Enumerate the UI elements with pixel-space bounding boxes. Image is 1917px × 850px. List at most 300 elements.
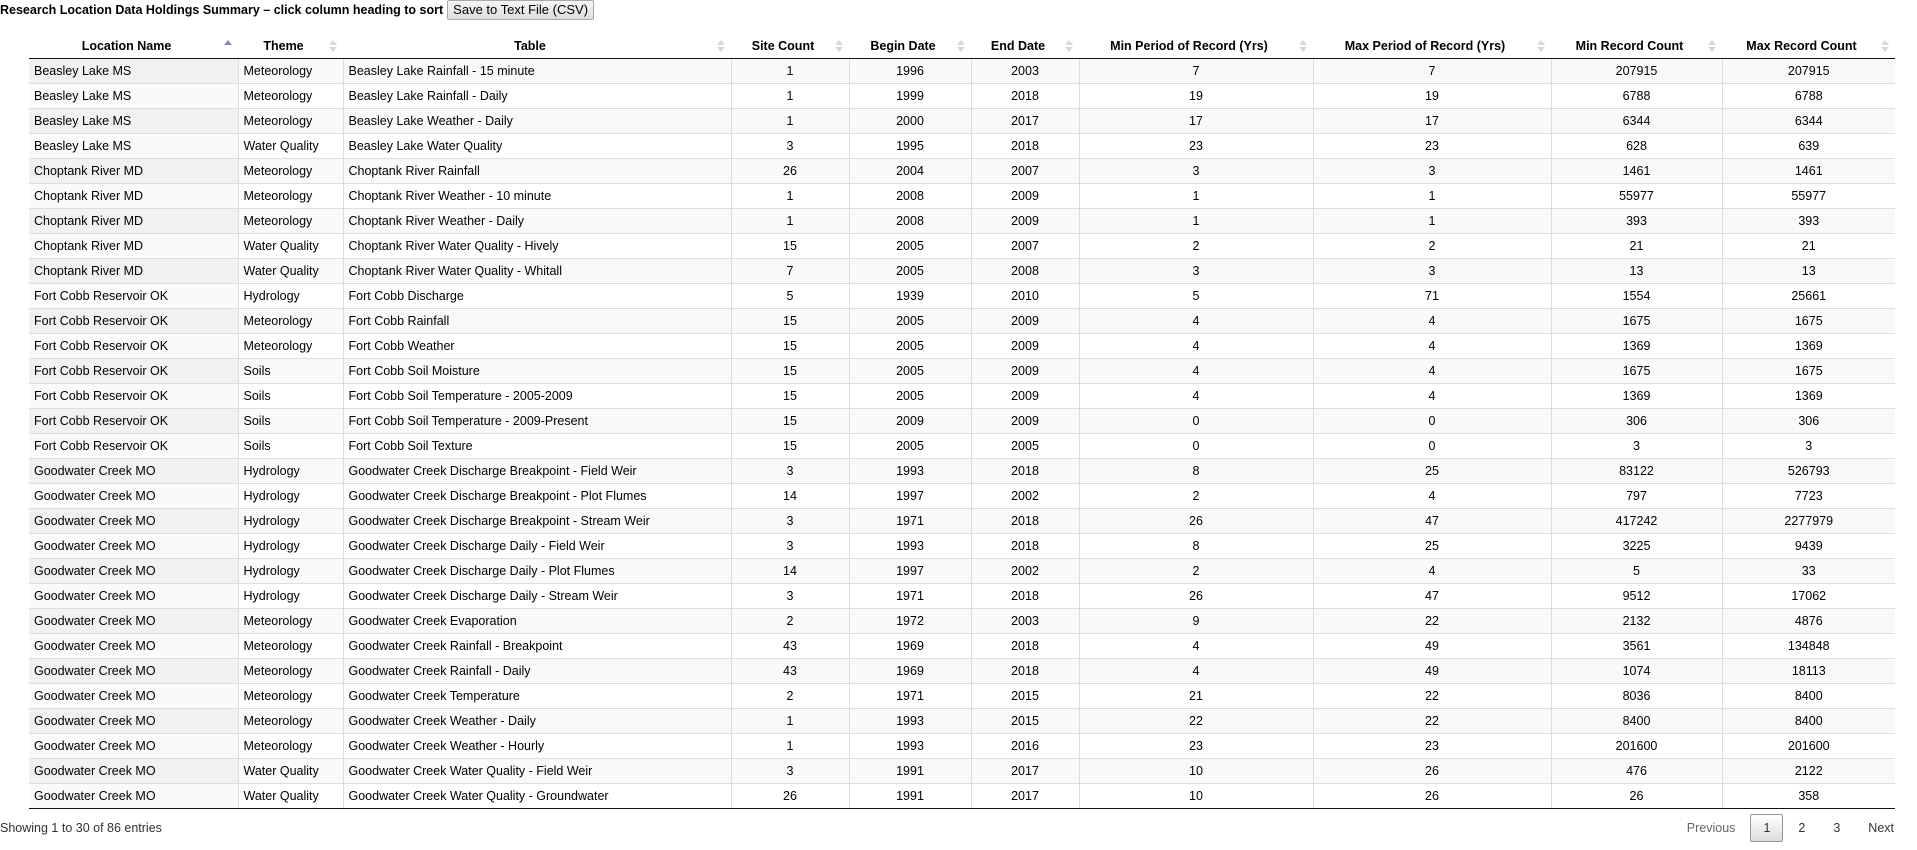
cell-location-name: Choptank River MD (29, 184, 238, 209)
cell-begin-date: 1993 (849, 459, 971, 484)
table-row (29, 509, 1895, 534)
cell-location-name: Fort Cobb Reservoir OK (29, 384, 238, 409)
table-body (29, 59, 1895, 809)
cell-max-period: 49 (1313, 659, 1551, 684)
cell-min-period: 4 (1079, 309, 1313, 334)
cell-begin-date: 1993 (849, 534, 971, 559)
cell-max-period: 3 (1313, 259, 1551, 284)
cell-max-period: 2 (1313, 234, 1551, 259)
cell-max-period: 4 (1313, 559, 1551, 584)
cell-site-count: 2 (731, 609, 849, 634)
cell-site-count: 1 (731, 109, 849, 134)
cell-theme: Soils (238, 359, 343, 384)
cell-begin-date: 1969 (849, 659, 971, 684)
table-row (29, 84, 1895, 109)
cell-min-period: 0 (1079, 434, 1313, 459)
cell-min-period: 2 (1079, 559, 1313, 584)
cell-max-record-count: 6344 (1722, 109, 1895, 134)
cell-theme: Hydrology (238, 559, 343, 584)
cell-min-record-count: 83122 (1551, 459, 1722, 484)
cell-min-period: 4 (1079, 634, 1313, 659)
cell-location-name: Goodwater Creek MO (29, 609, 238, 634)
cell-theme: Water Quality (238, 759, 343, 784)
cell-table: Goodwater Creek Weather - Daily (343, 709, 731, 734)
table-row (29, 534, 1895, 559)
cell-table: Fort Cobb Weather (343, 334, 731, 359)
cell-site-count: 15 (731, 359, 849, 384)
cell-table: Choptank River Rainfall (343, 159, 731, 184)
cell-max-record-count: 18113 (1722, 659, 1895, 684)
table-row (29, 184, 1895, 209)
cell-site-count: 7 (731, 259, 849, 284)
table-row (29, 109, 1895, 134)
cell-min-record-count: 1554 (1551, 284, 1722, 309)
table-row (29, 584, 1895, 609)
cell-max-period: 4 (1313, 309, 1551, 334)
cell-theme: Water Quality (238, 259, 343, 284)
cell-theme: Meteorology (238, 159, 343, 184)
cell-min-period: 26 (1079, 509, 1313, 534)
cell-min-record-count: 306 (1551, 409, 1722, 434)
cell-theme: Soils (238, 434, 343, 459)
cell-max-period: 71 (1313, 284, 1551, 309)
cell-end-date: 2007 (971, 234, 1079, 259)
cell-location-name: Goodwater Creek MO (29, 784, 238, 809)
table-row (29, 709, 1895, 734)
cell-max-record-count: 1461 (1722, 159, 1895, 184)
cell-begin-date: 1993 (849, 734, 971, 759)
cell-end-date: 2009 (971, 334, 1079, 359)
cell-location-name: Beasley Lake MS (29, 134, 238, 159)
header-bar (0, 0, 594, 20)
cell-begin-date: 1996 (849, 59, 971, 84)
cell-min-record-count: 55977 (1551, 184, 1722, 209)
cell-theme: Meteorology (238, 609, 343, 634)
table-row (29, 59, 1895, 84)
cell-max-record-count: 1675 (1722, 309, 1895, 334)
cell-min-record-count: 207915 (1551, 59, 1722, 84)
data-table (29, 33, 1895, 809)
table-header-row (29, 33, 1895, 59)
cell-location-name: Goodwater Creek MO (29, 684, 238, 709)
table-row (29, 659, 1895, 684)
entries-info: Showing 1 to 30 of 86 entries (0, 821, 162, 835)
cell-table: Choptank River Water Quality - Hively (343, 234, 731, 259)
column-header-label: Table (514, 38, 546, 53)
cell-min-period: 7 (1079, 59, 1313, 84)
cell-begin-date: 1995 (849, 134, 971, 159)
sort-both-icon (957, 40, 965, 52)
cell-min-period: 3 (1079, 159, 1313, 184)
table-row (29, 459, 1895, 484)
cell-end-date: 2018 (971, 509, 1079, 534)
column-header-label: Min Period of Record (Yrs) (1110, 38, 1268, 53)
cell-theme: Meteorology (238, 684, 343, 709)
cell-site-count: 3 (731, 534, 849, 559)
cell-min-record-count: 1074 (1551, 659, 1722, 684)
cell-min-period: 19 (1079, 84, 1313, 109)
cell-site-count: 43 (731, 659, 849, 684)
cell-max-record-count: 6788 (1722, 84, 1895, 109)
cell-min-record-count: 21 (1551, 234, 1722, 259)
cell-location-name: Goodwater Creek MO (29, 459, 238, 484)
cell-theme: Hydrology (238, 584, 343, 609)
sort-both-icon (1065, 40, 1073, 52)
cell-theme: Water Quality (238, 134, 343, 159)
cell-table: Goodwater Creek Water Quality - Field Weir (343, 759, 731, 784)
cell-min-period: 4 (1079, 384, 1313, 409)
cell-max-period: 0 (1313, 434, 1551, 459)
cell-location-name: Beasley Lake MS (29, 109, 238, 134)
cell-theme: Hydrology (238, 534, 343, 559)
sort-both-icon (1537, 40, 1545, 52)
cell-location-name: Goodwater Creek MO (29, 534, 238, 559)
table-row (29, 284, 1895, 309)
cell-begin-date: 2008 (849, 184, 971, 209)
cell-max-record-count: 4876 (1722, 609, 1895, 634)
cell-max-period: 1 (1313, 184, 1551, 209)
sort-both-icon (717, 40, 725, 52)
cell-max-record-count: 134848 (1722, 634, 1895, 659)
cell-min-record-count: 8400 (1551, 709, 1722, 734)
column-header-max-record-count[interactable] (1722, 33, 1895, 59)
table-row (29, 134, 1895, 159)
cell-min-record-count: 2132 (1551, 609, 1722, 634)
cell-begin-date: 1999 (849, 84, 971, 109)
cell-end-date: 2018 (971, 459, 1079, 484)
cell-theme: Meteorology (238, 334, 343, 359)
table-row (29, 784, 1895, 809)
cell-theme: Meteorology (238, 659, 343, 684)
cell-table: Fort Cobb Soil Moisture (343, 359, 731, 384)
column-header-min-record-count[interactable] (1551, 33, 1722, 59)
table-row (29, 759, 1895, 784)
cell-location-name: Fort Cobb Reservoir OK (29, 359, 238, 384)
table-row (29, 234, 1895, 259)
save-csv-button[interactable]: Save to Text File (CSV) (447, 0, 594, 20)
sort-both-icon (1881, 40, 1889, 52)
cell-location-name: Goodwater Creek MO (29, 584, 238, 609)
cell-max-period: 4 (1313, 384, 1551, 409)
cell-max-record-count: 201600 (1722, 734, 1895, 759)
cell-max-record-count: 13 (1722, 259, 1895, 284)
cell-max-record-count: 358 (1722, 784, 1895, 809)
cell-end-date: 2018 (971, 584, 1079, 609)
cell-max-period: 7 (1313, 59, 1551, 84)
cell-max-period: 4 (1313, 334, 1551, 359)
cell-begin-date: 2005 (849, 334, 971, 359)
page-button-2[interactable]: 2 (1798, 821, 1806, 835)
table-row (29, 434, 1895, 459)
cell-min-period: 23 (1079, 734, 1313, 759)
cell-site-count: 15 (731, 384, 849, 409)
cell-max-period: 25 (1313, 459, 1551, 484)
cell-site-count: 14 (731, 559, 849, 584)
cell-table: Choptank River Weather - 10 minute (343, 184, 731, 209)
sort-ascending-icon (224, 40, 232, 52)
cell-min-period: 4 (1079, 659, 1313, 684)
cell-begin-date: 1993 (849, 709, 971, 734)
cell-min-period: 10 (1079, 784, 1313, 809)
cell-location-name: Choptank River MD (29, 159, 238, 184)
cell-max-period: 4 (1313, 484, 1551, 509)
cell-max-period: 23 (1313, 734, 1551, 759)
cell-location-name: Fort Cobb Reservoir OK (29, 434, 238, 459)
sort-both-icon (835, 40, 843, 52)
cell-min-period: 23 (1079, 134, 1313, 159)
cell-max-record-count: 7723 (1722, 484, 1895, 509)
cell-location-name: Goodwater Creek MO (29, 709, 238, 734)
cell-max-record-count: 9439 (1722, 534, 1895, 559)
cell-max-record-count: 207915 (1722, 59, 1895, 84)
cell-begin-date: 2005 (849, 359, 971, 384)
cell-location-name: Goodwater Creek MO (29, 759, 238, 784)
column-header-table[interactable] (343, 33, 731, 59)
cell-site-count: 26 (731, 784, 849, 809)
cell-site-count: 1 (731, 209, 849, 234)
cell-min-record-count: 26 (1551, 784, 1722, 809)
cell-min-record-count: 6788 (1551, 84, 1722, 109)
cell-location-name: Fort Cobb Reservoir OK (29, 284, 238, 309)
cell-min-record-count: 1675 (1551, 359, 1722, 384)
cell-site-count: 3 (731, 459, 849, 484)
cell-begin-date: 2005 (849, 309, 971, 334)
cell-min-period: 8 (1079, 534, 1313, 559)
cell-max-record-count: 639 (1722, 134, 1895, 159)
cell-begin-date: 2004 (849, 159, 971, 184)
cell-min-record-count: 476 (1551, 759, 1722, 784)
table-row (29, 484, 1895, 509)
cell-max-record-count: 306 (1722, 409, 1895, 434)
cell-max-record-count: 1369 (1722, 334, 1895, 359)
pagination (1672, 814, 1907, 842)
column-header-label: Site Count (751, 38, 815, 53)
cell-location-name: Beasley Lake MS (29, 84, 238, 109)
cell-min-period: 2 (1079, 484, 1313, 509)
cell-max-period: 0 (1313, 409, 1551, 434)
cell-min-record-count: 797 (1551, 484, 1722, 509)
cell-max-record-count: 8400 (1722, 709, 1895, 734)
cell-theme: Hydrology (238, 459, 343, 484)
column-header-end-date[interactable] (971, 33, 1079, 59)
table-row (29, 309, 1895, 334)
cell-table: Goodwater Creek Discharge Breakpoint - Stream Weir (343, 509, 731, 534)
cell-end-date: 2018 (971, 659, 1079, 684)
cell-max-period: 26 (1313, 759, 1551, 784)
cell-table: Beasley Lake Rainfall - 15 minute (343, 59, 731, 84)
cell-table: Beasley Lake Rainfall - Daily (343, 84, 731, 109)
table-row (29, 334, 1895, 359)
cell-site-count: 3 (731, 509, 849, 534)
cell-min-record-count: 417242 (1551, 509, 1722, 534)
cell-table: Fort Cobb Discharge (343, 284, 731, 309)
cell-theme: Water Quality (238, 784, 343, 809)
cell-theme: Meteorology (238, 109, 343, 134)
cell-max-period: 22 (1313, 609, 1551, 634)
cell-end-date: 2002 (971, 484, 1079, 509)
cell-end-date: 2018 (971, 134, 1079, 159)
page-button-1[interactable]: 1 (1750, 814, 1783, 842)
cell-end-date: 2015 (971, 684, 1079, 709)
cell-table: Fort Cobb Soil Temperature - 2009-Present (343, 409, 731, 434)
cell-theme: Water Quality (238, 234, 343, 259)
cell-min-period: 2 (1079, 234, 1313, 259)
cell-end-date: 2009 (971, 359, 1079, 384)
cell-end-date: 2018 (971, 534, 1079, 559)
cell-table: Goodwater Creek Rainfall - Daily (343, 659, 731, 684)
cell-end-date: 2009 (971, 384, 1079, 409)
cell-min-period: 3 (1079, 259, 1313, 284)
cell-min-record-count: 13 (1551, 259, 1722, 284)
cell-max-period: 47 (1313, 509, 1551, 534)
cell-location-name: Choptank River MD (29, 234, 238, 259)
column-header-min-period[interactable] (1079, 33, 1313, 59)
cell-table: Goodwater Creek Discharge Breakpoint - Field Weir (343, 459, 731, 484)
cell-min-period: 1 (1079, 209, 1313, 234)
cell-min-record-count: 3225 (1551, 534, 1722, 559)
cell-site-count: 5 (731, 284, 849, 309)
cell-theme: Meteorology (238, 84, 343, 109)
cell-end-date: 2005 (971, 434, 1079, 459)
cell-max-record-count: 8400 (1722, 684, 1895, 709)
cell-table: Goodwater Creek Discharge Daily - Stream Weir (343, 584, 731, 609)
table-row (29, 159, 1895, 184)
cell-min-period: 4 (1079, 334, 1313, 359)
sort-both-icon (1708, 40, 1716, 52)
cell-max-period: 4 (1313, 359, 1551, 384)
column-header-location-name[interactable] (29, 33, 238, 59)
cell-location-name: Goodwater Creek MO (29, 634, 238, 659)
column-header-site-count[interactable] (731, 33, 849, 59)
column-header-label: Theme (263, 38, 304, 53)
cell-site-count: 15 (731, 409, 849, 434)
page-title: Research Location Data Holdings Summary – click column heading to sort (0, 3, 444, 17)
column-header-label: Max Record Count (1746, 38, 1857, 53)
cell-max-period: 25 (1313, 534, 1551, 559)
cell-min-period: 4 (1079, 359, 1313, 384)
cell-min-record-count: 201600 (1551, 734, 1722, 759)
table-row (29, 384, 1895, 409)
cell-min-period: 9 (1079, 609, 1313, 634)
cell-max-record-count: 3 (1722, 434, 1895, 459)
cell-min-period: 21 (1079, 684, 1313, 709)
column-header-label: End Date (990, 38, 1046, 53)
cell-end-date: 2009 (971, 409, 1079, 434)
cell-table: Fort Cobb Soil Texture (343, 434, 731, 459)
previous-page-button[interactable]: Previous (1686, 821, 1736, 835)
cell-location-name: Goodwater Creek MO (29, 659, 238, 684)
cell-location-name: Fort Cobb Reservoir OK (29, 309, 238, 334)
cell-begin-date: 1971 (849, 584, 971, 609)
cell-max-record-count: 1369 (1722, 384, 1895, 409)
cell-max-period: 26 (1313, 784, 1551, 809)
cell-max-record-count: 25661 (1722, 284, 1895, 309)
cell-begin-date: 1991 (849, 759, 971, 784)
cell-site-count: 26 (731, 159, 849, 184)
cell-theme: Hydrology (238, 509, 343, 534)
column-header-max-period[interactable] (1313, 33, 1551, 59)
cell-min-record-count: 1675 (1551, 309, 1722, 334)
cell-end-date: 2009 (971, 309, 1079, 334)
cell-site-count: 1 (731, 709, 849, 734)
cell-max-period: 19 (1313, 84, 1551, 109)
cell-min-period: 8 (1079, 459, 1313, 484)
cell-begin-date: 2005 (849, 434, 971, 459)
next-page-button[interactable]: Next (1868, 821, 1894, 835)
cell-max-record-count: 526793 (1722, 459, 1895, 484)
cell-min-record-count: 1369 (1551, 334, 1722, 359)
cell-location-name: Choptank River MD (29, 209, 238, 234)
cell-theme: Meteorology (238, 634, 343, 659)
cell-min-period: 0 (1079, 409, 1313, 434)
cell-max-period: 47 (1313, 584, 1551, 609)
column-header-theme[interactable] (238, 33, 343, 59)
cell-max-period: 49 (1313, 634, 1551, 659)
cell-table: Fort Cobb Rainfall (343, 309, 731, 334)
cell-location-name: Goodwater Creek MO (29, 559, 238, 584)
cell-theme: Meteorology (238, 59, 343, 84)
cell-location-name: Fort Cobb Reservoir OK (29, 334, 238, 359)
cell-table: Goodwater Creek Temperature (343, 684, 731, 709)
cell-table: Goodwater Creek Rainfall - Breakpoint (343, 634, 731, 659)
cell-begin-date: 1939 (849, 284, 971, 309)
cell-theme: Meteorology (238, 184, 343, 209)
cell-table: Goodwater Creek Weather - Hourly (343, 734, 731, 759)
cell-begin-date: 1972 (849, 609, 971, 634)
column-header-label: Min Record Count (1575, 38, 1684, 53)
cell-min-period: 1 (1079, 184, 1313, 209)
cell-max-record-count: 2277979 (1722, 509, 1895, 534)
cell-table: Choptank River Weather - Daily (343, 209, 731, 234)
column-header-label: Max Period of Record (Yrs) (1344, 38, 1506, 53)
cell-max-period: 3 (1313, 159, 1551, 184)
cell-min-record-count: 1461 (1551, 159, 1722, 184)
cell-end-date: 2017 (971, 784, 1079, 809)
cell-begin-date: 2005 (849, 384, 971, 409)
cell-theme: Meteorology (238, 734, 343, 759)
cell-end-date: 2010 (971, 284, 1079, 309)
cell-begin-date: 2000 (849, 109, 971, 134)
cell-table: Goodwater Creek Discharge Daily - Field Weir (343, 534, 731, 559)
page-button-3[interactable]: 3 (1833, 821, 1841, 835)
cell-site-count: 1 (731, 734, 849, 759)
cell-site-count: 14 (731, 484, 849, 509)
cell-site-count: 15 (731, 234, 849, 259)
cell-site-count: 3 (731, 134, 849, 159)
cell-end-date: 2008 (971, 259, 1079, 284)
cell-min-period: 22 (1079, 709, 1313, 734)
cell-max-period: 22 (1313, 709, 1551, 734)
sort-both-icon (329, 40, 337, 52)
cell-site-count: 1 (731, 84, 849, 109)
cell-theme: Hydrology (238, 284, 343, 309)
cell-site-count: 3 (731, 759, 849, 784)
table-row (29, 209, 1895, 234)
cell-begin-date: 1997 (849, 484, 971, 509)
cell-min-record-count: 628 (1551, 134, 1722, 159)
table-row (29, 409, 1895, 434)
cell-location-name: Fort Cobb Reservoir OK (29, 409, 238, 434)
cell-site-count: 3 (731, 584, 849, 609)
cell-table: Beasley Lake Water Quality (343, 134, 731, 159)
cell-begin-date: 1991 (849, 784, 971, 809)
cell-site-count: 2 (731, 684, 849, 709)
cell-end-date: 2016 (971, 734, 1079, 759)
column-header-begin-date[interactable] (849, 33, 971, 59)
cell-table: Fort Cobb Soil Temperature - 2005-2009 (343, 384, 731, 409)
cell-max-record-count: 393 (1722, 209, 1895, 234)
cell-min-period: 26 (1079, 584, 1313, 609)
